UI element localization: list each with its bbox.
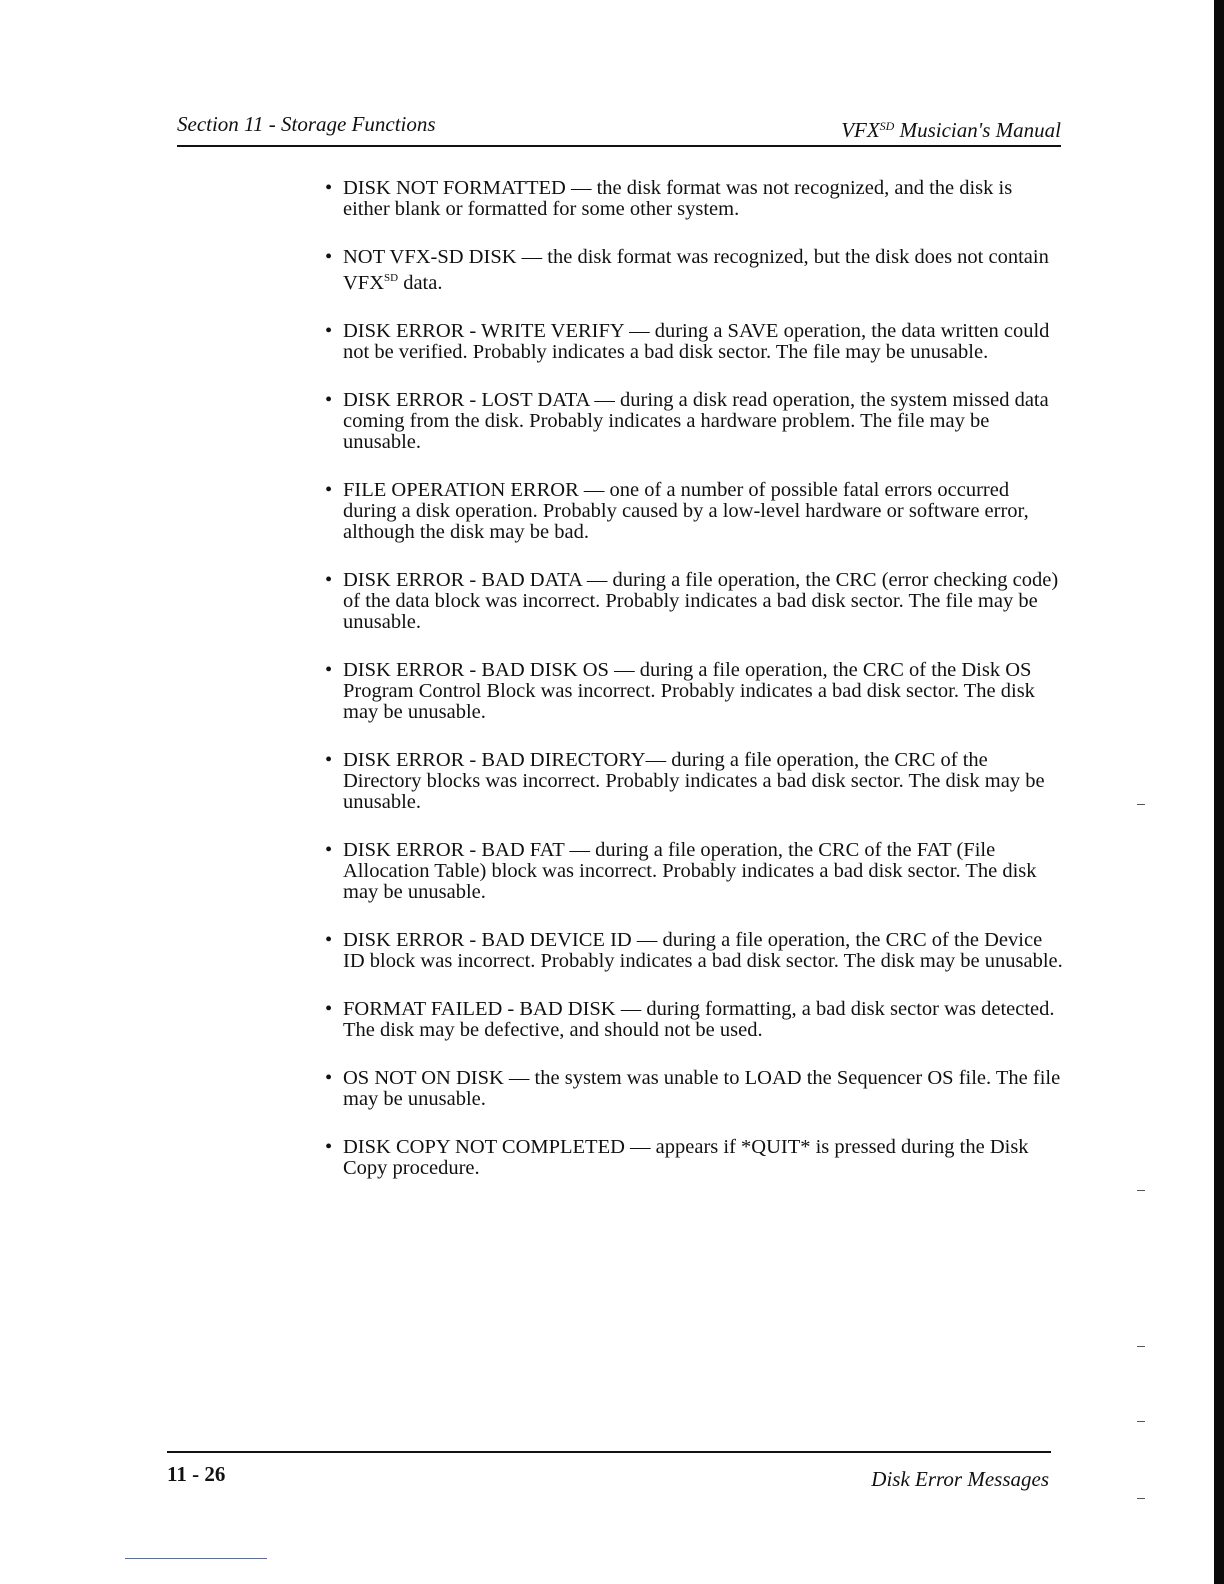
bullet: • — [325, 659, 333, 681]
error-name: FORMAT FAILED - BAD DISK — [343, 998, 616, 1020]
list-item — [323, 321, 1063, 363]
error-description: — during a file operation, the CRC (error checking code) of the data block was incorrect. Probably indicates a bad disk sector. The file may be unusable. — [343, 569, 1059, 633]
list-item — [323, 750, 1063, 813]
bullet: • — [325, 177, 333, 199]
manual-title-prefix: VFX — [841, 118, 880, 142]
page-number: 11 - 26 — [167, 1462, 226, 1486]
error-description: — the disk format was not recognized, and the disk is either blank or formatted for some other system. — [343, 177, 1013, 220]
error-name: DISK NOT FORMATTED — [343, 177, 566, 199]
list-item — [323, 660, 1063, 723]
scan-underline-mark — [125, 1558, 267, 1559]
manual-title — [841, 118, 1061, 143]
error-name: DISK ERROR - BAD DEVICE ID — [343, 929, 632, 951]
error-message-list — [323, 178, 1063, 1206]
bullet: • — [325, 569, 333, 591]
list-item — [323, 840, 1063, 903]
bullet: • — [325, 320, 333, 342]
footer-rule — [167, 1451, 1051, 1453]
error-name: NOT VFX-SD DISK — [343, 246, 517, 268]
error-name: FILE OPERATION ERROR — [343, 479, 579, 501]
bullet: • — [325, 998, 333, 1020]
margin-mark — [1137, 804, 1145, 805]
error-description: — one of a number of possible fatal errors occurred during a disk operation. Probably caused by a low-level hardware or software error, although the disk may be bad. — [343, 479, 1029, 543]
error-description-end: data. — [398, 272, 443, 294]
page-header — [177, 112, 1061, 142]
footer-title: Disk Error Messages — [871, 1467, 1049, 1491]
margin-mark — [1137, 1346, 1145, 1347]
margin-mark — [1137, 1421, 1145, 1422]
superscript: SD — [384, 272, 399, 284]
error-name: DISK COPY NOT COMPLETED — [343, 1136, 625, 1158]
list-item — [323, 480, 1063, 543]
margin-mark — [1137, 1190, 1145, 1191]
error-description: — during a file operation, the CRC of the FAT (File Allocation Table) block was incorrect. Probably indicates a bad disk sector. The disk may be unusable. — [343, 839, 1037, 903]
manual-title-superscript: SD — [879, 119, 895, 133]
bullet: • — [325, 1136, 333, 1158]
error-description: — during formatting, a bad disk sector was detected. The disk may be defective, and should not be used. — [343, 998, 1055, 1041]
list-item — [323, 570, 1063, 633]
margin-mark — [1137, 1498, 1145, 1499]
list-item — [323, 1137, 1063, 1179]
bullet: • — [325, 929, 333, 951]
list-item — [323, 930, 1063, 972]
bullet: • — [325, 1067, 333, 1089]
error-name: DISK ERROR - BAD FAT — [343, 839, 565, 861]
error-description: — during a file operation, the CRC of the Directory blocks was incorrect. Probably indicates a bad disk sector. The disk may be unusable. — [343, 749, 1045, 813]
list-item — [323, 178, 1063, 220]
error-name: DISK ERROR - BAD DIRECTORY — [343, 749, 646, 771]
bullet: • — [325, 749, 333, 771]
section-label: Section 11 - Storage Functions — [177, 112, 436, 136]
error-description: — during a disk read operation, the system missed data coming from the disk. Probably indicates a hardware problem. The file may be unusable. — [343, 389, 1049, 453]
bullet: • — [325, 479, 333, 501]
error-description: — during a file operation, the CRC of the Disk OS Program Control Block was incorrect. Probably indicates a bad disk sector. The disk may be unusable. — [343, 659, 1035, 723]
error-description: — the system was unable to LOAD the Sequencer OS file. The file may be unusable. — [343, 1067, 1061, 1110]
error-description: — the disk format was recognized, but the disk does not contain VFX — [343, 246, 1049, 294]
error-name: DISK ERROR - BAD DISK OS — [343, 659, 609, 681]
error-description: — appears if *QUIT* is pressed during the Disk Copy procedure. — [343, 1136, 1029, 1179]
list-item — [323, 390, 1063, 453]
list-item — [323, 1068, 1063, 1110]
bullet: • — [325, 389, 333, 411]
error-description: — during a file operation, the CRC of the Device ID block was incorrect. Probably indicates a bad disk sector. The disk may be unusable. — [343, 929, 1063, 972]
page-edge-shadow — [1214, 0, 1224, 1584]
manual-title-suffix: Musician's Manual — [894, 118, 1061, 142]
error-description: — during a SAVE operation, the data written could not be verified. Probably indicates a bad disk sector. The file may be unusable. — [343, 320, 1050, 363]
error-name: OS NOT ON DISK — [343, 1067, 504, 1089]
bullet: • — [325, 839, 333, 861]
error-name: DISK ERROR - LOST DATA — [343, 389, 590, 411]
list-item — [323, 247, 1063, 294]
bullet: • — [325, 246, 333, 268]
header-rule — [177, 145, 1061, 147]
list-item — [323, 999, 1063, 1041]
error-name: DISK ERROR - WRITE VERIFY — [343, 320, 624, 342]
error-name: DISK ERROR - BAD DATA — [343, 569, 582, 591]
